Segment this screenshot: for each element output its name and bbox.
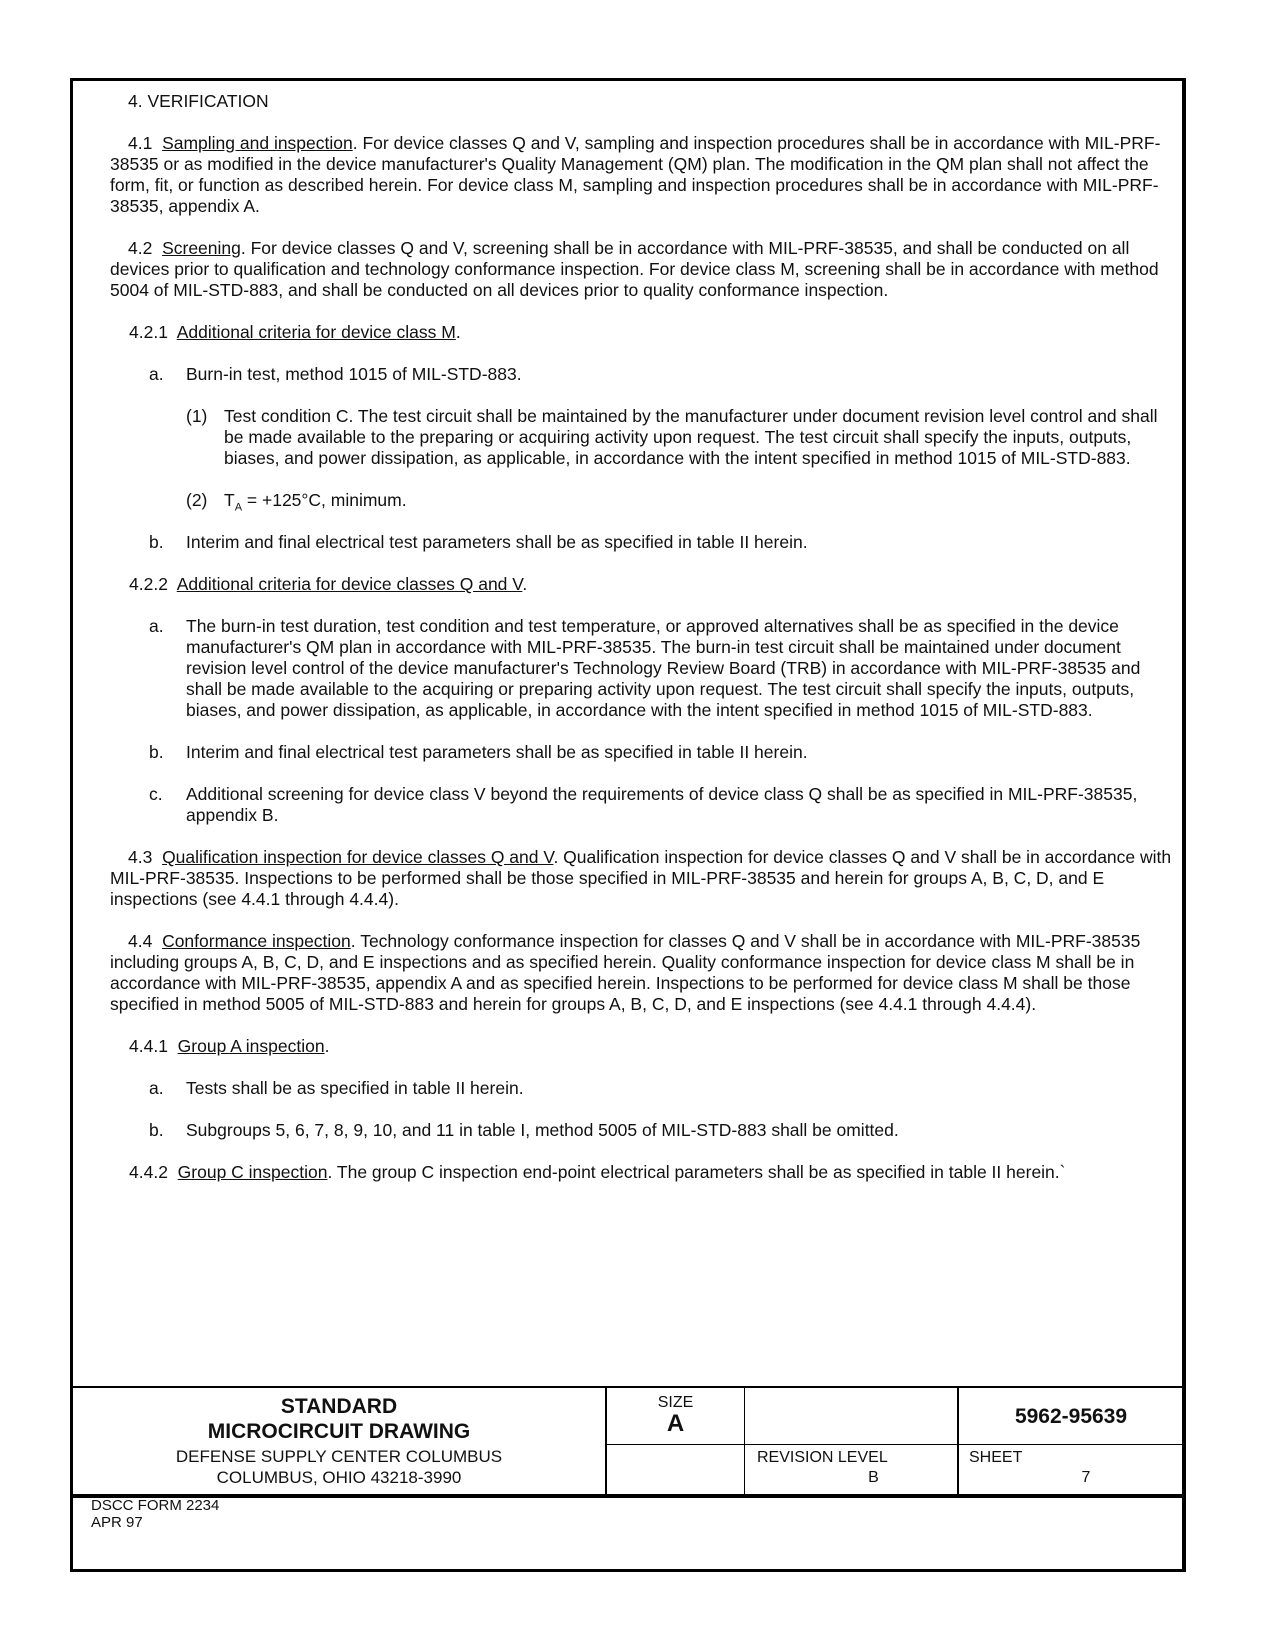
sheet-cell: SHEET 7 bbox=[969, 1449, 1091, 1486]
section-heading: 4. VERIFICATION bbox=[128, 91, 269, 111]
subheading-4-2-1: 4.2.1 Additional criteria for device class M. bbox=[129, 322, 461, 342]
list-item: a. Tests shall be as specified in table II herein. bbox=[149, 1078, 524, 1098]
list-item: a. Burn-in test, method 1015 of MIL-STD-883. bbox=[149, 364, 522, 384]
divider bbox=[73, 1494, 1183, 1498]
list-item: a. The burn-in test duration, test condition and test temperature, or approved alternatives shall be as specified in the device manufacturer's QM plan in accordance with MIL-PRF-38535. The burn-in test circuit shall be maintained under document revision level control of the device manufacturer's Technology Review Board (TRB) in accordance with MIL-PRF-38535 and shall be made available to the acquiring or preparing activity upon request. The test circuit shall specify the inputs, outputs, biases, and power dissipation, as applicable, in accordance with the intent specified in method 1015 of MIL-STD-883. bbox=[149, 616, 1141, 720]
list-item: b. Subgroups 5, 6, 7, 8, 9, 10, and 11 in table I, method 5005 of MIL-STD-883 shall be omitted. bbox=[149, 1120, 899, 1140]
subheading-4-4-1: 4.4.1 Group A inspection. bbox=[129, 1036, 330, 1056]
size-cell: SIZE A bbox=[657, 1394, 694, 1437]
document-number: 5962-95639 bbox=[1014, 1405, 1128, 1428]
paragraph-4-2: 4.2 Screening. For device classes Q and V, screening shall be in accordance with MIL-PRF-38535, and shall be conducted on all devices prior to qualification and technology conformance inspection. For device class M, screening shall be in accordance with method 5004 of MIL-STD-883, and shall be conducted on all devices prior to quality conformance inspection. bbox=[110, 238, 1159, 300]
drawing-title: STANDARD MICROCIRCUIT DRAWING DEFENSE SUPPLY CENTER COLUMBUS COLUMBUS, OHIO 43218-3990 bbox=[175, 1395, 503, 1487]
revision-cell: REVISION LEVEL B bbox=[757, 1449, 888, 1486]
paragraph-4-4: 4.4 Conformance inspection. Technology conformance inspection for classes Q and V shall be in accordance with MIL-PRF-38535 including groups A, B, C, D, and E inspections and as specified herein. Quality conformance inspection for device class M shall be in accordance with MIL-PRF-38535, appendix A and as specified herein. Inspections to be performed for device class M shall be those specified in method 5005 of MIL-STD-883 and herein for groups A, B, C, D, and E inspections (see 4.4.1 through 4.4.4). bbox=[110, 931, 1141, 1014]
paragraph-4-3: 4.3 Qualification inspection for device classes Q and V. Qualification inspection for device classes Q and V shall be in accordance with MIL-PRF-38535. Inspections to be performed shall be those specified in MIL-PRF-38535 and herein for groups A, B, C, D, and E inspections (see 4.4.1 through 4.4.4). bbox=[110, 847, 1172, 909]
paragraph-4-1: 4.1 Sampling and inspection. For device classes Q and V, sampling and inspection procedures shall be in accordance with MIL-PRF-38535 or as modified in the device manufacturer's Quality Management (QM) plan. The modification in the QM plan shall not affect the form, fit, or function as described herein. For device class M, sampling and inspection procedures shall be in accordance with MIL-PRF-38535, appendix A. bbox=[110, 133, 1161, 216]
list-item: b. Interim and final electrical test parameters shall be as specified in table II herein. bbox=[149, 742, 808, 762]
list-subitem: (2) $T_A = +125^\circ C$, minimum. bbox=[186, 490, 407, 514]
form-identifier: DSCC FORM 2234 APR 97 bbox=[91, 1497, 220, 1531]
list-item: b. Interim and final electrical test parameters shall be as specified in table II herein. bbox=[149, 532, 808, 552]
title-block bbox=[73, 1386, 1183, 1498]
list-subitem: (1) Test condition C. The test circuit shall be maintained by the manufacturer under document revision level control and shall be made available to the preparing or acquiring activity upon request. The test circuit shall specify the inputs, outputs, biases, and power dissipation, as applicable, in accordance with the intent specified in method 1015 of MIL-STD-883. bbox=[186, 406, 1158, 468]
divider bbox=[606, 1444, 1183, 1445]
document-body bbox=[110, 91, 1180, 1204]
list-item: c. Additional screening for device class V beyond the requirements of device class Q shall be as specified in MIL-PRF-38535, appendix B. bbox=[149, 784, 1138, 825]
paragraph-4-4-2: 4.4.2 Group C inspection. The group C inspection end-point electrical parameters shall be as specified in table II herein.` bbox=[129, 1162, 1066, 1182]
subheading-4-2-2: 4.2.2 Additional criteria for device classes Q and V. bbox=[129, 574, 528, 594]
divider bbox=[73, 1386, 1183, 1388]
